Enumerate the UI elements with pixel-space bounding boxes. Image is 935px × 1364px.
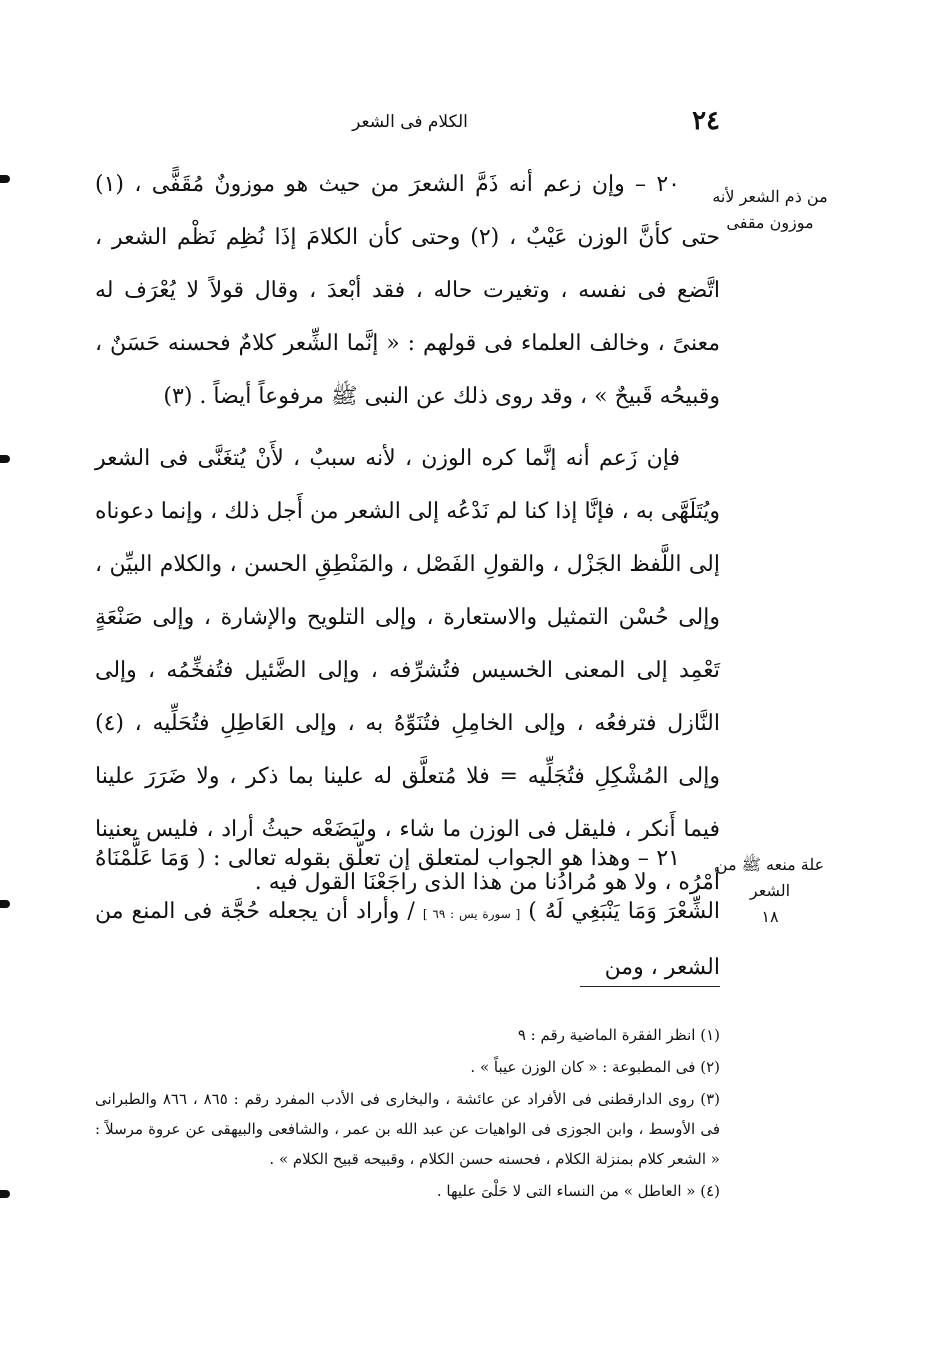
- paragraph-21-text-b: / وأراد أن يجعله حُجَّة فى المنع من الشعر ، ومن: [95, 899, 720, 980]
- paragraph-21-text-a: ٢١ – وهذا هو الجواب لمتعلق إن تعلّق بقوله تعالى : ( وَمَا عَلَّمْنَاهُ الشِّعْرَ وَمَا يَنْبَغِي لَهُ ): [95, 846, 721, 924]
- footnote-divider: [580, 986, 720, 987]
- scan-edge-mark: [0, 900, 10, 908]
- margin-note-2-number: ١٨: [761, 907, 779, 926]
- footnotes: [95, 1020, 720, 1208]
- scan-edge-mark: [0, 1190, 10, 1198]
- running-title: الكلام فى الشعر: [352, 112, 468, 132]
- paragraph-21: [95, 832, 720, 994]
- quran-citation: [ سورة يس : ٦٩ ]: [422, 907, 521, 921]
- page-header: [80, 106, 720, 146]
- paragraph-20-continued: فإن زَعم أنه إنَّما كره الوزن ، لأنه سببٌ ، لأَنْ يُتغَنَّى فى الشعر ويُتَلَهَّى به ، فإنَّا إذا كنا لم نَدْعُه إلى الشعر من أَجل ذلك ، وإنما دعوناه إلى اللَّفظ الجَزْل ، والقولِ الفَصْل ، والمَنْطِقِ الحسن ، والكلام البيِّن ، وإلى حُسْن التمثيل والاستعارة ، وإلى التلويح والإشارة ، وإلى صَنْعَةٍ تَعْمِد إلى المعنى الخسيس فتُشرِّفه ، وإلى الضَّئيل فتُفخِّمُه ، وإلى النَّازل فترفعُه ، وإلى الخامِلِ فتُنَوِّهُ به ، وإلى العَاطِلِ فتُحَلِّيه ، (٤) وإلى المُشْكِلِ فتُجَلِّيه = فلا مُتعلَّق له علينا بما ذكر ، ولا ضَرَرَ علينا فيما أَنكر ، فليقل فى الوزن ما شاء ، وليَضَعْه حيثُ أراد ، فليس يعنينا أمْرُه ، ولا هو مُرادُنا من هذا الذى راجَعْنَا القول فيه .: [95, 446, 720, 895]
- scan-edge-mark: [0, 455, 10, 463]
- page-number: ٢٤: [692, 106, 720, 136]
- paragraph-20: ٢٠ – وإن زعم أنه ذَمَّ الشعرَ من حيث هو موزونٌ مُقَفًّى ، (١) حتى كأنَّ الوزن عَيْبٌ ، (٢) وحتى كأن الكلامَ إذَا نُظِم نَظْم الشعر ، اتَّضع فى نفسه ، وتغيرت حاله ، فقد أبْعدَ ، وقال قولاً لا يُعْرَف له معنىً ، وخالف العلماء فى قولهم : « إنَّما الشِّعر كلامٌ فحسنه حَسَنٌ ، وقبيحُه قَبيحٌ » ، وقد روى ذلك عن النبى ﷺ مرفوعاً أيضاً . (٣): [95, 172, 720, 409]
- scan-edge-mark: [0, 175, 10, 183]
- footnote-2: (٢) فى المطبوعة : « كان الوزن عيباً » .: [470, 1058, 720, 1076]
- margin-note-1: من ذم الشعر لأنه موزون مقفى: [712, 187, 828, 232]
- margin-note-2-text: علة منعه ﷺ من الشعر: [715, 855, 825, 900]
- footnote-3: (٣) روى الدارقطنى فى الأفراد عن عائشة ، والبخارى فى الأدب المفرد رقم : ٨٦٥ ، ٨٦٦ والطبرانى فى الأوسط ، وابن الجوزى فى الواهيات عن عبد الله بن عمر ، والشافعى والبيهقى عن عروة مرسلاً : « الشعر كلام بمنزلة الكلام ، فحسنه حسن الكلام ، وقبيحه قبيح الكلام » .: [95, 1090, 720, 1168]
- footnote-4: (٤) « العاطل » من النساء التى لا حَلْىَ عليها .: [436, 1182, 720, 1200]
- footnote-1: (١) انظر الفقرة الماضية رقم : ٩: [517, 1026, 720, 1044]
